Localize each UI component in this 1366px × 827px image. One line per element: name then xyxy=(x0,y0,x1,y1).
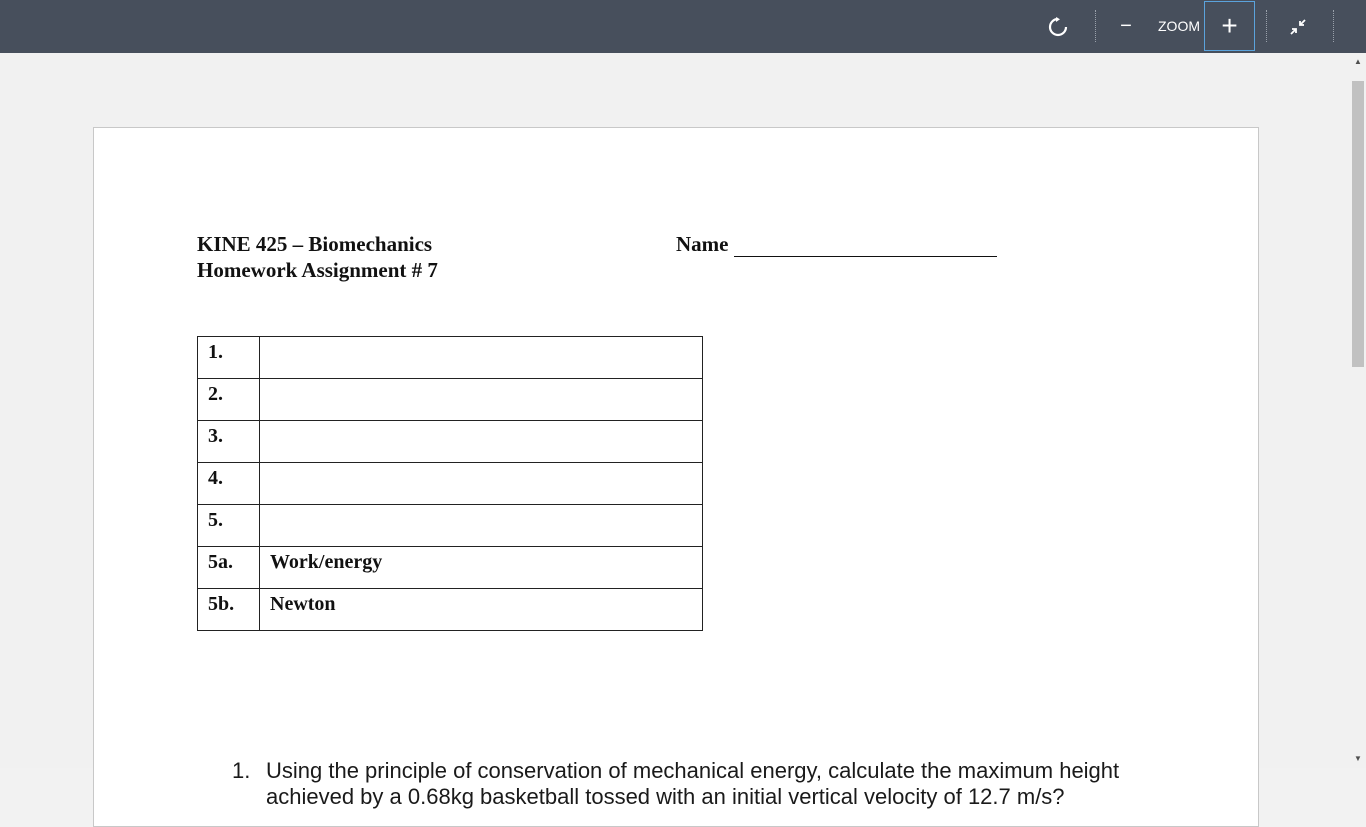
name-label: Name xyxy=(676,232,729,256)
zoom-label: ZOOM xyxy=(1158,18,1200,34)
row-answer: Work/energy xyxy=(260,547,703,589)
document-page xyxy=(93,127,1259,827)
zoom-in-icon: + xyxy=(1221,10,1238,41)
rotate-icon xyxy=(1047,16,1069,38)
row-number: 4. xyxy=(198,463,260,505)
answer-table xyxy=(197,336,703,631)
row-answer xyxy=(260,463,703,505)
zoom-out-icon: − xyxy=(1120,15,1132,37)
question-text: Using the principle of conservation of mechanical energy, calculate the maximum height achieved by a 0.68kg basketball tossed with an initial vertical velocity of 12.7 m/s? xyxy=(266,758,1120,809)
table-row xyxy=(198,337,703,379)
scrollbar-thumb[interactable] xyxy=(1352,81,1364,367)
row-answer: Newton xyxy=(260,589,703,631)
question-number: 1. xyxy=(232,758,251,783)
zoom-out-button[interactable] xyxy=(1114,0,1138,53)
document-viewer xyxy=(0,53,1350,809)
viewer-toolbar xyxy=(0,0,1366,53)
scroll-up-icon[interactable]: ▲ xyxy=(1354,57,1362,66)
row-number: 3. xyxy=(198,421,260,463)
table-row xyxy=(198,463,703,505)
row-number: 5a. xyxy=(198,547,260,589)
scroll-down-icon[interactable]: ▼ xyxy=(1354,754,1362,763)
table-row xyxy=(198,589,703,631)
table-row xyxy=(198,505,703,547)
row-number: 2. xyxy=(198,379,260,421)
toolbar-divider xyxy=(1266,10,1267,42)
assignment-title: Homework Assignment # 7 xyxy=(197,258,438,282)
row-answer xyxy=(260,505,703,547)
row-answer xyxy=(260,379,703,421)
row-answer xyxy=(260,337,703,379)
course-title: KINE 425 – Biomechanics xyxy=(197,232,433,256)
rotate-button[interactable] xyxy=(1040,0,1076,53)
table-row xyxy=(198,547,703,589)
collapse-arrows-icon xyxy=(1288,17,1308,37)
toolbar-divider xyxy=(1333,10,1334,42)
row-answer xyxy=(260,421,703,463)
table-row xyxy=(198,421,703,463)
zoom-in-button[interactable] xyxy=(1204,1,1255,51)
name-blank-line xyxy=(734,256,997,257)
toolbar-divider xyxy=(1095,10,1096,42)
row-number: 5b. xyxy=(198,589,260,631)
table-row xyxy=(198,379,703,421)
row-number: 5. xyxy=(198,505,260,547)
row-number: 1. xyxy=(198,337,260,379)
collapse-button[interactable] xyxy=(1284,0,1312,53)
